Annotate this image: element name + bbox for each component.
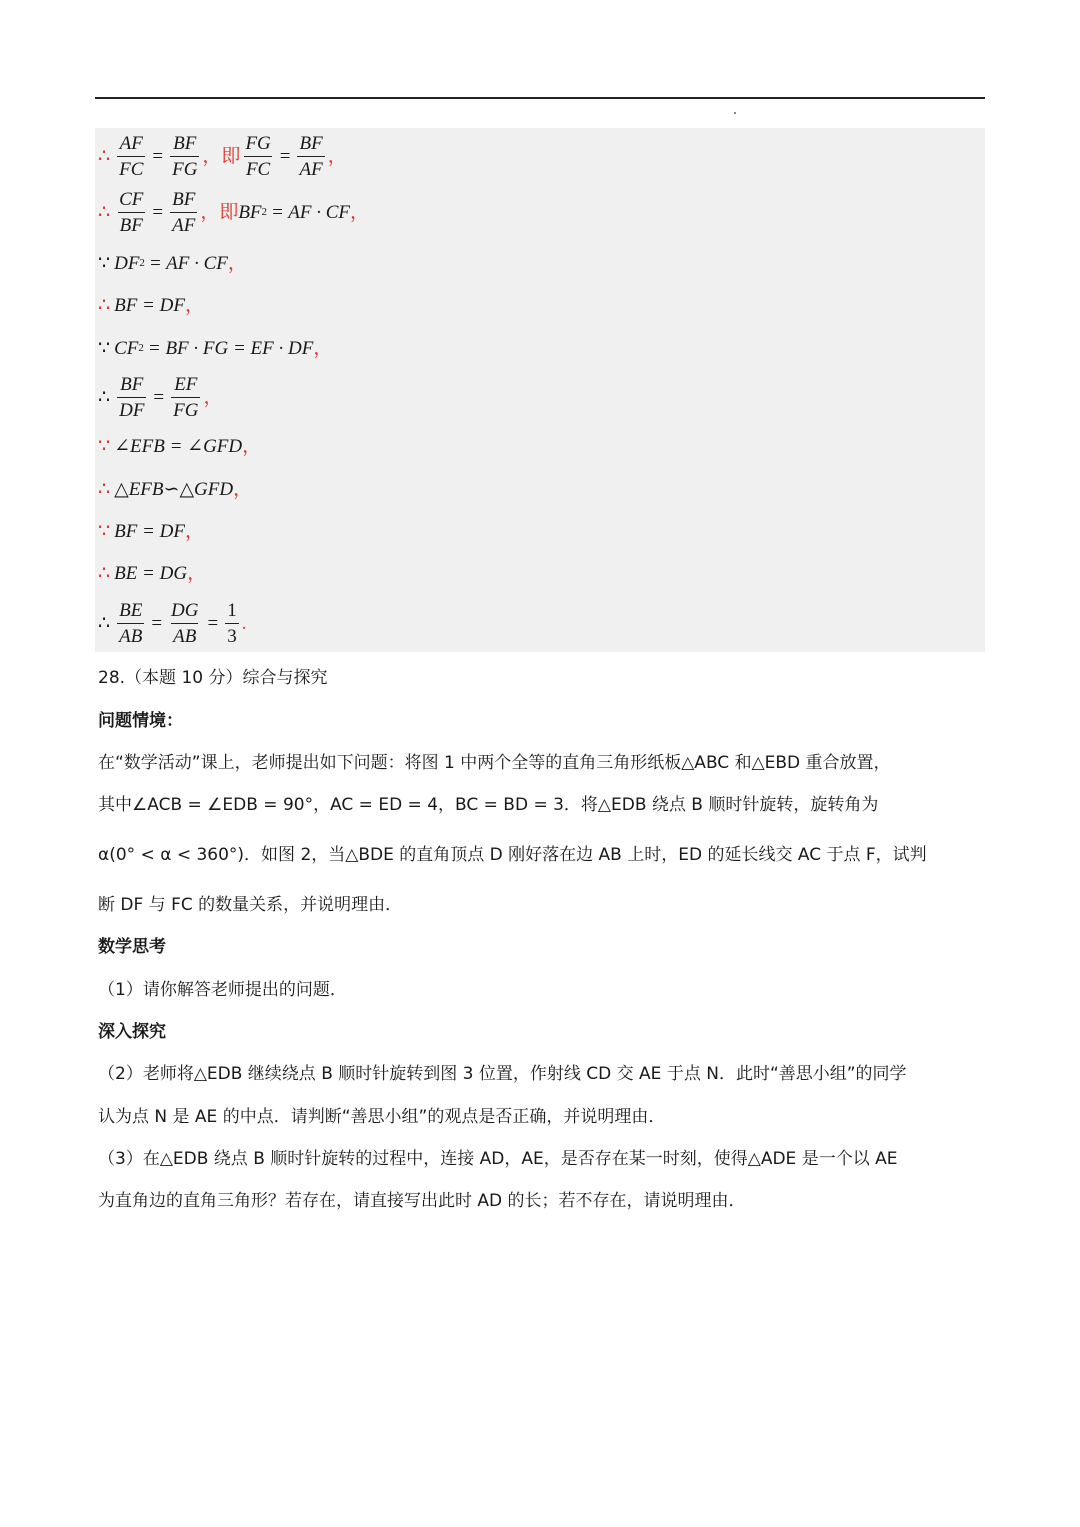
- solution-line-1: ∴ $\frac{AF}{FC}$ = $\frac{BF}{FG}$ ，即 $\frac{FG}{FC}$ = $\frac{BF}{AF}$ ，: [98, 133, 347, 180]
- problem-paragraph-line-4: 断 DF 与 FC 的数量关系，并说明理由．: [98, 895, 403, 915]
- solution-line-4: ∴ BF = DF ，: [98, 295, 204, 316]
- problem-paragraph-line-3: α(0° < α < 360°)．如图 2，当△BDE 的直角顶点 D 刚好落在边 AB 上时，ED 的延长线交 AC 于点 F，试判: [98, 845, 927, 865]
- fraction: $\frac{BF}{DF}$: [119, 374, 145, 421]
- solution-line-6: ∴ $\frac{BF}{DF}$ = $\frac{EF}{FG}$ ，: [98, 374, 223, 421]
- solution-line-9: ∵ BF = DF ，: [98, 521, 204, 542]
- solution-line-8: ∴ △EFB∽△GFD ，: [98, 479, 253, 500]
- problem-header: 28.（本题 10 分）综合与探究: [98, 668, 328, 688]
- fraction: $\frac{DG}{AB}$: [171, 600, 199, 647]
- fraction: $\frac{1}{3}$: [227, 600, 237, 647]
- solution-line-10: ∴ BE = DG ，: [98, 563, 207, 584]
- section-title-thinking: 数学思考: [98, 937, 166, 957]
- question-3-line-1: （3）在△EDB 绕点 B 顺时针旋转的过程中，连接 AD，AE，是否存在某一时刻，使得△ADE 是一个以 AE: [98, 1149, 898, 1169]
- fraction: $\frac{FG}{FC}$: [245, 133, 271, 180]
- question-2-line-2: 认为点 N 是 AE 的中点．请判断“善思小组”的观点是否正确，并说明理由．: [98, 1107, 666, 1127]
- fraction: $\frac{BF}{AF}$: [172, 189, 196, 236]
- question-2-line-1: （2）老师将△EDB 继续绕点 B 顺时针旋转到图 3 位置，作射线 CD 交 AE 于点 N．此时“善思小组”的同学: [98, 1064, 907, 1084]
- header-rule: [95, 97, 985, 99]
- question-1: （1）请你解答老师提出的问题．: [98, 980, 347, 1000]
- fraction: $\frac{AF}{FC}$: [119, 133, 144, 180]
- solution-line-7: ∵ ∠EFB = ∠GFD ，: [98, 436, 262, 457]
- fraction: $\frac{BE}{AB}$: [119, 600, 143, 647]
- solution-line-11: ∴ $\frac{BE}{AB}$ = $\frac{DG}{AB}$ = $\frac{1}{3}$ .: [98, 600, 247, 647]
- problem-paragraph-line-2: 其中∠ACB = ∠EDB = 90°，AC = ED = 4，BC = BD = 3．将△EDB 绕点 B 顺时针旋转，旋转角为: [98, 795, 879, 815]
- fraction: $\frac{BF}{FG}$: [172, 133, 198, 180]
- section-title-explore: 深入探究: [98, 1022, 166, 1042]
- problem-paragraph-line-1: 在“数学活动”课上，老师提出如下问题：将图 1 中两个全等的直角三角形纸板△ABC 和△EBD 重合放置，: [98, 753, 891, 773]
- section-title-situation: 问题情境：: [98, 711, 183, 731]
- stray-mark: [734, 112, 736, 114]
- fraction: $\frac{BF}{AF}$: [299, 133, 323, 180]
- question-3-line-2: 为直角边的直角三角形？若存在，请直接写出此时 AD 的长；若不存在，请说明理由．: [98, 1191, 746, 1211]
- solution-line-2: ∴ $\frac{CF}{BF}$ = $\frac{BF}{AF}$ ，即 BF 2 = AF · CF ，: [98, 189, 370, 236]
- fraction: $\frac{EF}{FG}$: [173, 374, 199, 421]
- solution-line-5: ∵ CF 2 = BF · FG = EF · DF ，: [98, 338, 333, 359]
- fraction: $\frac{CF}{BF}$: [119, 189, 144, 236]
- solution-line-3: ∵ DF 2 = AF · CF ，: [98, 253, 247, 274]
